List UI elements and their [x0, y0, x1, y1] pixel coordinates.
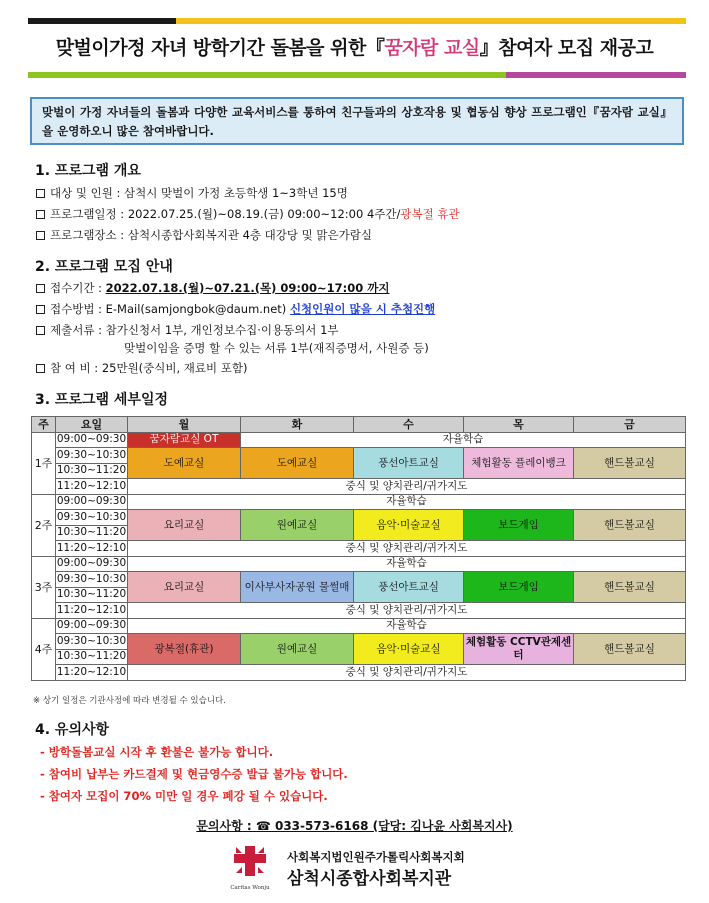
org-name: 삼척시종합사회복지관: [287, 869, 452, 889]
table-row: [32, 541, 686, 557]
section3-heading: 3. 프로그램 세부일정: [35, 392, 168, 408]
table-row: [32, 618, 686, 634]
checkbox-icon: [36, 326, 45, 335]
time-cell: 09:00~09:30: [56, 618, 128, 634]
activity-cell: 핸드볼교실: [574, 510, 686, 541]
lunch-cell: 중식 및 양치관리/귀가지도: [128, 665, 686, 681]
method-line: 접수방법 : E-Mail(samjongbok@daum.net) 신청인원이 많을 시 추첨진행: [36, 301, 435, 317]
time-cell: 10:30~11:20: [56, 525, 128, 541]
table-row: [32, 665, 686, 681]
time-cell: 10:30~11:20: [56, 649, 128, 665]
time-cell: 09:30~10:30: [56, 510, 128, 526]
time-cell: 09:30~10:30: [56, 448, 128, 464]
activity-cell: 이사부사자공원 물썰매: [241, 572, 354, 603]
caution-item: - 방학돌봄교실 시작 후 환불은 불가능 합니다.: [40, 745, 274, 759]
col-wed: 수: [354, 417, 464, 433]
section1-heading: 1. 프로그램 개요: [35, 163, 141, 179]
table-row: [32, 556, 686, 572]
activity-cell: 체험활동 CCTV관제센터: [464, 634, 574, 665]
fee-line: 참 여 비 : 25만원(중식비, 재료비 포함): [36, 360, 248, 376]
checkbox-icon: [36, 364, 45, 373]
target-line: 대상 및 인원 : 삼척시 맞벌이 가정 초등학생 1~3학년 15명: [36, 185, 348, 201]
section2-heading: 2. 프로그램 모집 안내: [35, 259, 173, 275]
place-line: 프로그램장소 : 삼척시종합사회복지관 4층 대강당 및 맑은가람실: [36, 227, 372, 243]
activity-cell: 체험활동 플레이뱅크: [464, 448, 574, 479]
svg-text:Caritas Wonju: Caritas Wonju: [230, 885, 270, 891]
table-row: [32, 634, 686, 650]
week-label: 3주: [32, 556, 56, 618]
table-row: [32, 479, 686, 495]
activity-cell: 원예교실: [241, 510, 354, 541]
time-cell: 11:20~12:10: [56, 541, 128, 557]
time-cell: 09:30~10:30: [56, 572, 128, 588]
caution-item: - 참여비 납부는 카드결제 및 현금영수증 발급 불가능 합니다.: [40, 767, 348, 781]
week-label: 2주: [32, 494, 56, 556]
time-cell: 11:20~12:10: [56, 603, 128, 619]
lottery-note: 신청인원이 많을 시 추첨진행: [289, 302, 436, 316]
week-label: 4주: [32, 618, 56, 680]
col-tue: 화: [241, 417, 354, 433]
activity-cell: 풍선아트교실: [354, 572, 464, 603]
page-title: 맞벌이가정 자녀 방학기간 돌봄을 위한『꿈자람 교실』참여자 모집 재공고: [55, 37, 654, 59]
checkbox-icon: [36, 210, 45, 219]
activity-cell: 원예교실: [241, 634, 354, 665]
activity-cell: 음악·미술교실: [354, 634, 464, 665]
time-cell: 10:30~11:20: [56, 463, 128, 479]
top-decor-bar: [28, 18, 686, 24]
org-parent-name: 사회복지법인원주가톨릭사회복지회: [287, 850, 465, 864]
activity-cell: 핸드볼교실: [574, 634, 686, 665]
activity-cell: 광복절(휴관): [128, 634, 241, 665]
time-cell: 10:30~11:20: [56, 587, 128, 603]
activity-cell: 보드게임: [464, 510, 574, 541]
activity-cell: 도예교실: [128, 448, 241, 479]
activity-cell: 요리교실: [128, 572, 241, 603]
activity-cell: 풍선아트교실: [354, 448, 464, 479]
activity-cell: 요리교실: [128, 510, 241, 541]
docs-line-2: 맞벌이임을 증명 할 수 있는 서류 1부(재직증명서, 사원증 등): [124, 341, 429, 355]
schedule-table: [31, 416, 686, 681]
time-cell: 09:00~09:30: [56, 556, 128, 572]
checkbox-icon: [36, 231, 45, 240]
bottom-decor-bar: [28, 72, 686, 78]
table-row: [32, 494, 686, 510]
col-time: 요일: [56, 417, 128, 433]
checkbox-icon: [36, 284, 45, 293]
activity-cell: 도예교실: [241, 448, 354, 479]
contact-line: 문의사항 : ☎ 033-573-6168 (담당: 김나윤 사회복지사): [196, 819, 513, 833]
self-study-cell: 자율학습: [128, 618, 686, 634]
table-row: [32, 572, 686, 588]
activity-cell: 음악·미술교실: [354, 510, 464, 541]
col-week: 주: [32, 417, 56, 433]
caritas-logo: [228, 843, 272, 893]
time-cell: 09:30~10:30: [56, 634, 128, 650]
docs-line: 제출서류 : 참가신청서 1부, 개인정보수집·이용동의서 1부: [36, 322, 339, 338]
activity-cell: 핸드볼교실: [574, 572, 686, 603]
table-row: [32, 448, 686, 464]
time-cell: 09:00~09:30: [56, 494, 128, 510]
table-header-row: [32, 417, 686, 433]
col-fri: 금: [574, 417, 686, 433]
lunch-cell: 중식 및 양치관리/귀가지도: [128, 603, 686, 619]
intro-box: 맞벌이 가정 자녀들의 돌봄과 다양한 교육서비스를 통하여 친구들과의 상호작용 및 협동심 향상 프로그램인『꿈자람 교실』을 운영하오니 많은 참여바랍니다.: [30, 97, 684, 145]
activity-cell: 핸드볼교실: [574, 448, 686, 479]
time-cell: 11:20~12:10: [56, 665, 128, 681]
table-row: [32, 432, 686, 448]
section4-heading: 4. 유의사항: [35, 722, 110, 738]
activity-cell: 꿈자람교실 OT: [128, 432, 241, 448]
period-line: 접수기간 : 2022.07.18.(월)~07.21.(목) 09:00~17:00 까지: [36, 280, 389, 296]
lunch-cell: 중식 및 양치관리/귀가지도: [128, 541, 686, 557]
checkbox-icon: [36, 189, 45, 198]
time-cell: 09:00~09:30: [56, 432, 128, 448]
schedule-line: 프로그램일정 : 2022.07.25.(월)~08.19.(금) 09:00~12:00 4주간/광복절 휴관: [36, 206, 460, 222]
col-thu: 목: [464, 417, 574, 433]
checkbox-icon: [36, 305, 45, 314]
table-row: [32, 603, 686, 619]
week-label: 1주: [32, 432, 56, 494]
self-study-cell: 자율학습: [241, 432, 686, 448]
self-study-cell: 자율학습: [128, 494, 686, 510]
col-mon: 월: [128, 417, 241, 433]
schedule-note: ※ 상기 일정은 기관사정에 따라 변경될 수 있습니다.: [33, 696, 226, 706]
lunch-cell: 중식 및 양치관리/귀가지도: [128, 479, 686, 495]
table-row: [32, 510, 686, 526]
caution-item: - 참여자 모집이 70% 미만 일 경우 폐강 될 수 있습니다.: [40, 789, 328, 803]
activity-cell: 보드게임: [464, 572, 574, 603]
time-cell: 11:20~12:10: [56, 479, 128, 495]
self-study-cell: 자율학습: [128, 556, 686, 572]
